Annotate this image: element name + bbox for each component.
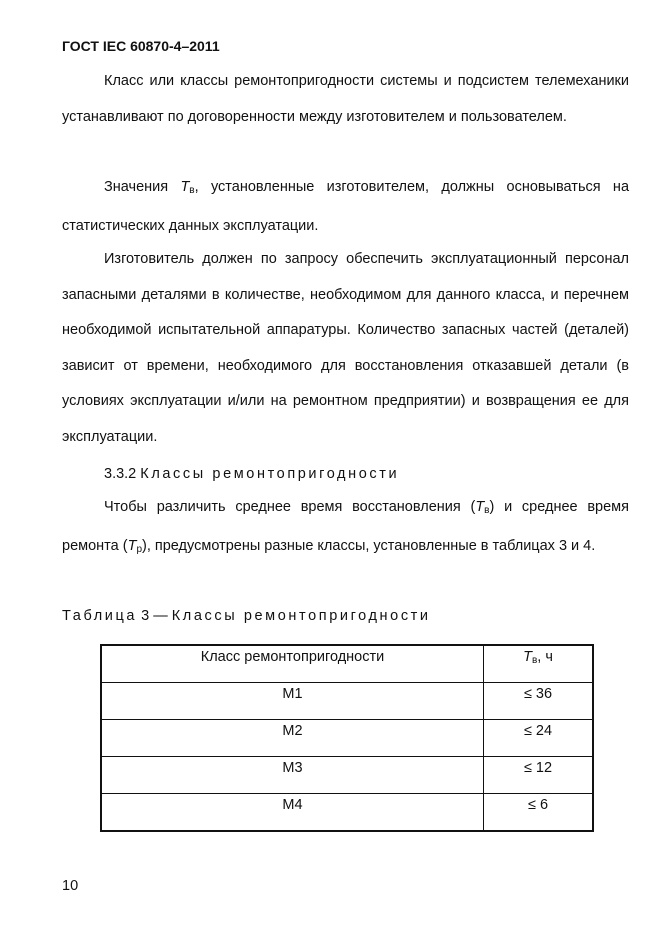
variable-subscript: в xyxy=(189,185,195,196)
table-row xyxy=(101,757,593,794)
cell-class: М4 xyxy=(101,794,484,832)
header-tv xyxy=(484,645,594,683)
paragraph-maintainability-agreement xyxy=(62,64,629,135)
subsection-title: Классы ремонтопригодности xyxy=(140,466,400,482)
cell-value: ≤ 12 xyxy=(484,757,594,794)
variable-subscript: в xyxy=(531,655,538,666)
variable-t: T xyxy=(127,537,137,554)
variable-t: T xyxy=(180,179,190,195)
table-caption-title: Классы ремонтопригодности xyxy=(171,608,431,624)
table-caption-label: Таблица xyxy=(62,608,138,624)
cell-class: М3 xyxy=(101,757,484,794)
subsection-heading xyxy=(104,460,399,488)
paragraph-text: ), предусмотрены разные классы, установленные в таблицах 3 и 4. xyxy=(142,537,596,554)
document-header: ГОСТ IEC 60870-4–2011 xyxy=(62,38,220,54)
unit-label: , ч xyxy=(537,649,553,665)
paragraph-repair-classes xyxy=(62,490,629,567)
cell-class: М2 xyxy=(101,720,484,757)
cell-value: ≤ 24 xyxy=(484,720,594,757)
variable-t: T xyxy=(523,649,532,665)
subsection-number: 3.3.2 xyxy=(104,466,137,482)
variable-subscript: р xyxy=(136,543,142,555)
table-caption-number: 3 xyxy=(141,608,150,624)
paragraph-text: Чтобы различить среднее время восстановления ( xyxy=(104,499,476,515)
paragraph-text: Значения xyxy=(104,179,181,195)
paragraph-text: , установленные изготовителем, должны основываться на статистических данных эксплуатации. xyxy=(62,179,630,234)
table-caption xyxy=(62,604,431,628)
paragraph-spare-parts xyxy=(62,242,629,455)
cell-class: М1 xyxy=(101,683,484,720)
page-number: 10 xyxy=(62,878,79,894)
maintainability-classes-table xyxy=(100,644,594,832)
cell-value: ≤ 6 xyxy=(484,794,594,832)
paragraph-text: Изготовитель должен по запросу обеспечить эксплуатационный персонал запасными деталями в количестве, необходимом для данного класса, и перечнем необходимой испытательной аппаратуры. Количество запасных частей (деталей) зависит от времени, необходимого для восстановления отказавшей детали (в условиях эксплуатации и/или на ремонтном предприятии) и возвращения ее для эксплуатации. xyxy=(62,251,629,445)
cell-value: ≤ 36 xyxy=(484,683,594,720)
paragraph-text: ) и среднее время ремонта ( xyxy=(62,499,629,554)
variable-t: T xyxy=(475,499,485,515)
table-header-row xyxy=(101,645,593,683)
paragraph-text: Класс или классы ремонтопригодности системы и подсистем телемеханики устанавливают по договоренности между изготовителем и пользователем. xyxy=(62,73,629,125)
table-row xyxy=(101,794,593,832)
table-row xyxy=(101,720,593,757)
header-class: Класс ремонтопригодности xyxy=(101,645,484,683)
table-caption-dash: — xyxy=(153,608,168,624)
variable-subscript: в xyxy=(484,505,490,516)
paragraph-tv-values xyxy=(62,170,629,244)
table-row xyxy=(101,683,593,720)
